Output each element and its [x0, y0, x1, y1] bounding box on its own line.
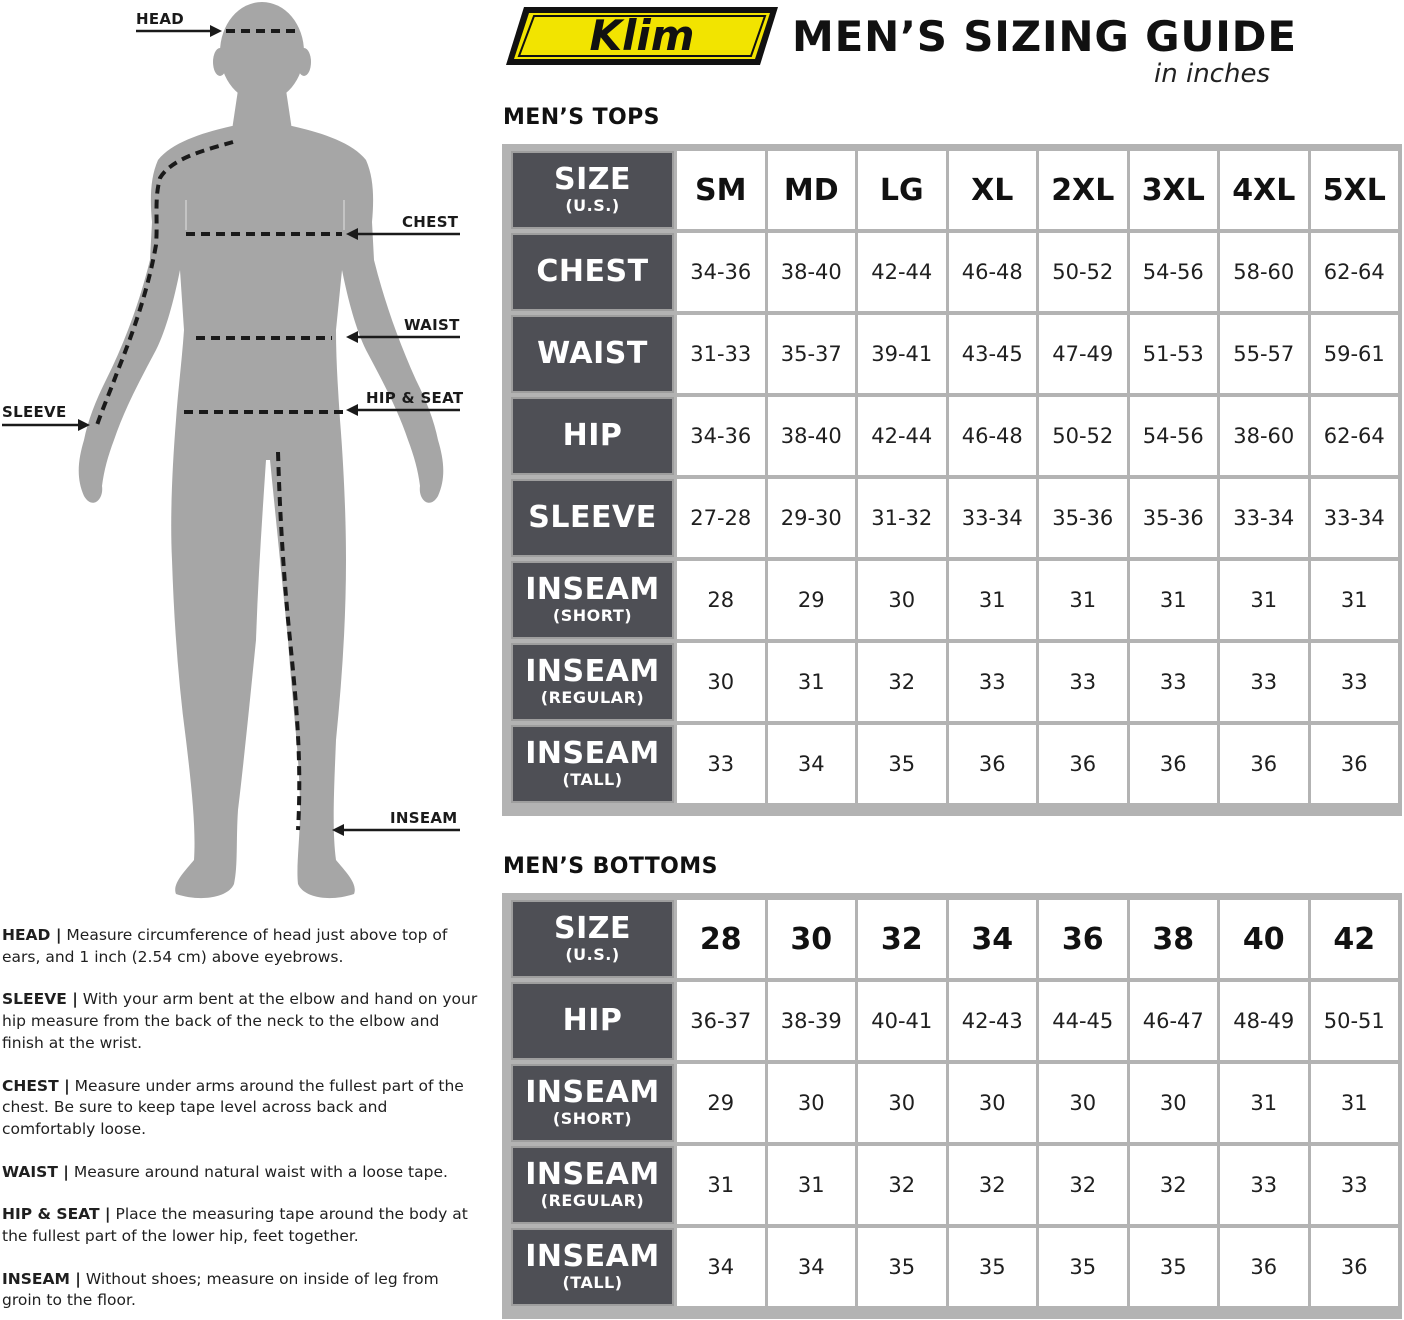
bottoms-table	[502, 893, 1402, 1319]
table-cell: 31	[1130, 561, 1218, 639]
table-cell: 36	[1220, 1228, 1308, 1306]
row-label: SLEEVE	[528, 500, 657, 535]
table-cell: 31	[768, 1146, 856, 1224]
table-cell: 36	[1130, 725, 1218, 803]
row-sublabel: (TALL)	[562, 1273, 623, 1292]
table-cell: 35	[1039, 1228, 1127, 1306]
size-column-header: 42	[1311, 900, 1399, 978]
row-label: INSEAM	[525, 654, 660, 689]
table-cell: 58-60	[1220, 233, 1308, 311]
table-cell: 31	[949, 561, 1037, 639]
table-cell: 32	[1039, 1146, 1127, 1224]
row-label: HIP	[562, 1003, 623, 1038]
table-cell: 42-43	[949, 982, 1037, 1060]
size-column-header: 36	[1039, 900, 1127, 978]
table-cell: 36	[949, 725, 1037, 803]
size-column-header: 34	[949, 900, 1037, 978]
table-cell: 34-36	[677, 233, 765, 311]
waist-instruction: WAIST | Measure around natural waist with a loose tape.	[2, 1162, 448, 1181]
table-cell: 34	[768, 725, 856, 803]
table-cell: 50-52	[1039, 233, 1127, 311]
size-header-cell	[511, 900, 674, 978]
table-cell: 31-32	[858, 479, 946, 557]
table-cell: 33	[1311, 643, 1399, 721]
row-header-inseam	[511, 643, 674, 721]
table-cell: 29	[677, 1064, 765, 1142]
table-cell: 38-40	[768, 397, 856, 475]
tops-grid	[511, 151, 1398, 803]
bottoms-grid	[511, 900, 1398, 1306]
table-cell: 33-34	[949, 479, 1037, 557]
row-label: INSEAM	[525, 736, 660, 771]
table-cell: 51-53	[1130, 315, 1218, 393]
table-cell: 29-30	[768, 479, 856, 557]
table-cell: 30	[677, 643, 765, 721]
table-cell: 30	[949, 1064, 1037, 1142]
table-cell: 36	[1311, 1228, 1399, 1306]
table-cell: 35-36	[1130, 479, 1218, 557]
table-cell: 30	[768, 1064, 856, 1142]
table-cell: 31	[1220, 561, 1308, 639]
table-cell: 36	[1039, 725, 1127, 803]
size-column-header: 30	[768, 900, 856, 978]
size-column-header: MD	[768, 151, 856, 229]
chest-instruction: CHEST | Measure under arms around the fullest part of the chest. Be sure to keep tape level across back and comfortably loose.	[2, 1076, 464, 1138]
row-header-inseam	[511, 561, 674, 639]
measurement-instructions	[2, 925, 480, 1312]
size-column-header: 2XL	[1039, 151, 1127, 229]
size-column-header: SM	[677, 151, 765, 229]
head-instruction: HEAD | Measure circumference of head just above top of ears, and 1 inch (2.54 cm) above eyebrows.	[2, 926, 448, 966]
row-header-hip	[511, 982, 674, 1060]
size-column-header: 4XL	[1220, 151, 1308, 229]
table-cell: 35-36	[1039, 479, 1127, 557]
table-cell: 48-49	[1220, 982, 1308, 1060]
size-column-header: 5XL	[1311, 151, 1399, 229]
row-label: WAIST	[537, 336, 648, 371]
row-label: CHEST	[536, 254, 649, 289]
row-label: INSEAM	[525, 572, 660, 607]
row-sublabel: (SHORT)	[552, 1109, 633, 1128]
size-column-header: 40	[1220, 900, 1308, 978]
table-cell: 32	[858, 1146, 946, 1224]
table-cell: 38-60	[1220, 397, 1308, 475]
table-cell: 46-48	[949, 397, 1037, 475]
row-header-inseam	[511, 1228, 674, 1306]
size-label: SIZE	[553, 162, 631, 197]
table-cell: 50-51	[1311, 982, 1399, 1060]
size-header-cell	[511, 151, 674, 229]
row-header-hip	[511, 397, 674, 475]
table-cell: 39-41	[858, 315, 946, 393]
table-cell: 33	[1220, 643, 1308, 721]
table-cell: 34	[677, 1228, 765, 1306]
head-label: HEAD	[136, 10, 185, 28]
table-cell: 36	[1311, 725, 1399, 803]
table-cell: 33-34	[1311, 479, 1399, 557]
table-cell: 35	[1130, 1228, 1218, 1306]
table-cell: 47-49	[1039, 315, 1127, 393]
table-cell: 33	[1220, 1146, 1308, 1224]
table-cell: 30	[858, 561, 946, 639]
table-cell: 32	[858, 643, 946, 721]
table-cell: 54-56	[1130, 397, 1218, 475]
table-cell: 28	[677, 561, 765, 639]
size-sublabel: (U.S.)	[565, 196, 620, 215]
page-title: MEN’S SIZING GUIDE	[792, 12, 1297, 61]
inseam-instruction: INSEAM | Without shoes; measure on inside of leg from groin to the floor.	[2, 1269, 439, 1310]
table-cell: 38-40	[768, 233, 856, 311]
table-cell: 44-45	[1039, 982, 1127, 1060]
logo-wordmark: Klim	[589, 11, 695, 60]
chest-label: CHEST	[402, 213, 459, 231]
table-cell: 40-41	[858, 982, 946, 1060]
table-cell: 30	[858, 1064, 946, 1142]
page-subtitle: in inches	[1154, 59, 1270, 89]
table-cell: 32	[949, 1146, 1037, 1224]
tops-table	[502, 144, 1402, 816]
sleeve-label: SLEEVE	[2, 403, 67, 421]
size-column-header: 3XL	[1130, 151, 1218, 229]
table-cell: 36-37	[677, 982, 765, 1060]
table-cell: 35	[949, 1228, 1037, 1306]
table-cell: 33	[1130, 643, 1218, 721]
body-measurement-figure	[0, 0, 480, 915]
table-cell: 62-64	[1311, 397, 1399, 475]
table-cell: 33	[1039, 643, 1127, 721]
table-cell: 59-61	[1311, 315, 1399, 393]
table-cell: 46-47	[1130, 982, 1218, 1060]
row-header-inseam	[511, 1064, 674, 1142]
row-header-inseam	[511, 725, 674, 803]
waist-label: WAIST	[404, 316, 460, 334]
tops-section-title: MEN’S TOPS	[503, 105, 660, 130]
klim-logo	[502, 3, 782, 69]
table-cell: 62-64	[1311, 233, 1399, 311]
row-label: INSEAM	[525, 1239, 660, 1274]
row-header-sleeve	[511, 479, 674, 557]
table-cell: 31	[677, 1146, 765, 1224]
table-cell: 35	[858, 1228, 946, 1306]
table-cell: 27-28	[677, 479, 765, 557]
table-cell: 46-48	[949, 233, 1037, 311]
table-cell: 31	[1311, 561, 1399, 639]
row-header-chest	[511, 233, 674, 311]
body-silhouette	[0, 0, 480, 915]
table-cell: 33	[1311, 1146, 1399, 1224]
row-sublabel: (REGULAR)	[540, 1191, 645, 1210]
size-column-header: 32	[858, 900, 946, 978]
table-cell: 30	[1130, 1064, 1218, 1142]
row-sublabel: (REGULAR)	[540, 688, 645, 707]
table-cell: 33	[949, 643, 1037, 721]
hip-seat-instruction: HIP & SEAT | Place the measuring tape around the body at the fullest part of the lower hip, feet together.	[2, 1205, 468, 1246]
row-label: INSEAM	[525, 1075, 660, 1110]
table-cell: 31-33	[677, 315, 765, 393]
table-cell: 38-39	[768, 982, 856, 1060]
row-sublabel: (TALL)	[562, 770, 623, 789]
table-cell: 31	[768, 643, 856, 721]
size-column-header: 28	[677, 900, 765, 978]
klim-logo-badge	[502, 3, 782, 69]
table-cell: 31	[1311, 1064, 1399, 1142]
row-label: HIP	[562, 418, 623, 453]
sleeve-instruction: SLEEVE | With your arm bent at the elbow and hand on your hip measure from the back of the neck to the elbow and finish at the wrist.	[2, 990, 478, 1052]
table-cell: 42-44	[858, 397, 946, 475]
table-cell: 35	[858, 725, 946, 803]
table-cell: 32	[1130, 1146, 1218, 1224]
row-header-inseam	[511, 1146, 674, 1224]
table-cell: 33	[677, 725, 765, 803]
table-cell: 29	[768, 561, 856, 639]
bottoms-section-title: MEN’S BOTTOMS	[503, 854, 718, 879]
table-cell: 31	[1220, 1064, 1308, 1142]
size-label: SIZE	[553, 911, 631, 946]
row-sublabel: (SHORT)	[552, 606, 633, 625]
table-cell: 31	[1039, 561, 1127, 639]
table-cell: 33-34	[1220, 479, 1308, 557]
table-cell: 30	[1039, 1064, 1127, 1142]
size-column-header: XL	[949, 151, 1037, 229]
table-cell: 43-45	[949, 315, 1037, 393]
table-cell: 55-57	[1220, 315, 1308, 393]
size-column-header: LG	[858, 151, 946, 229]
inseam-label: INSEAM	[390, 809, 458, 827]
size-column-header: 38	[1130, 900, 1218, 978]
row-label: INSEAM	[525, 1157, 660, 1192]
table-cell: 50-52	[1039, 397, 1127, 475]
table-cell: 34	[768, 1228, 856, 1306]
table-cell: 42-44	[858, 233, 946, 311]
hip-seat-label: HIP & SEAT	[366, 389, 464, 407]
table-cell: 36	[1220, 725, 1308, 803]
row-header-waist	[511, 315, 674, 393]
table-cell: 34-36	[677, 397, 765, 475]
table-cell: 35-37	[768, 315, 856, 393]
size-sublabel: (U.S.)	[565, 945, 620, 964]
table-cell: 54-56	[1130, 233, 1218, 311]
